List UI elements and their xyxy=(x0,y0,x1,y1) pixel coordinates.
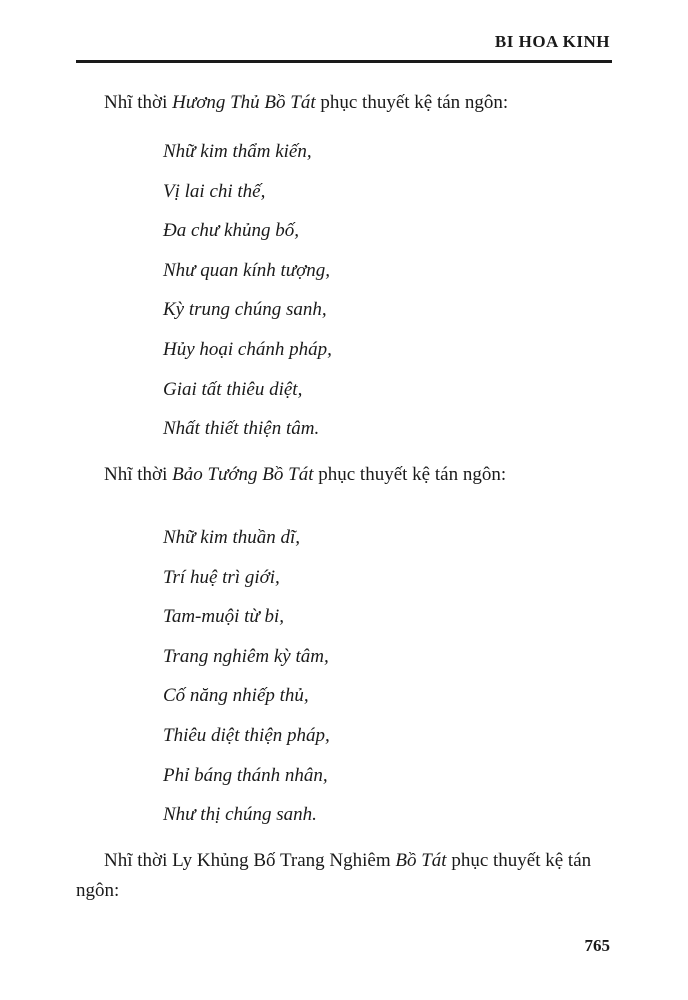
running-title: BI HOA KINH xyxy=(494,32,610,51)
verse-1 xyxy=(163,132,332,449)
verse-line: Nhữ kim thuần dĩ, xyxy=(163,527,301,548)
verse-2 xyxy=(163,518,330,835)
paragraph-2-bodhisattva-name: Bảo Tướng Bồ Tát xyxy=(172,464,314,485)
paragraph-3-text-after: phục thuyết kệ tán ngôn: xyxy=(76,850,592,901)
verse-line: Hủy hoại chánh pháp, xyxy=(163,338,332,360)
verse-line: Giai tất thiêu diệt, xyxy=(163,378,303,400)
verse-line: Cố năng nhiếp thủ, xyxy=(163,685,309,707)
paragraph-3 xyxy=(76,846,614,906)
verse-line: Tam-muội từ bi, xyxy=(163,606,285,628)
paragraph-3-text-before: Nhĩ thời Ly Khủng Bố Trang Nghiêm xyxy=(104,850,396,871)
verse-line: Vị lai chi thế, xyxy=(163,180,266,202)
verse-line: Nhữ kim thẩm kiến, xyxy=(163,141,312,162)
verse-line: Thiêu diệt thiện pháp, xyxy=(163,724,330,746)
verse-line: Như thị chúng sanh. xyxy=(163,804,317,826)
verse-line: Kỳ trung chúng sanh, xyxy=(163,299,327,321)
verse-line: Phỉ báng thánh nhân, xyxy=(163,764,328,786)
verse-line: Trí huệ trì giới, xyxy=(163,566,280,588)
header-rule xyxy=(76,60,612,63)
paragraph-1 xyxy=(76,88,614,118)
paragraph-2-text-before: Nhĩ thời xyxy=(104,464,173,485)
paragraph-1-text-after: phục thuyết kệ tán ngôn: xyxy=(315,92,509,113)
paragraph-1-bodhisattva-name: Hương Thủ Bồ Tát xyxy=(172,92,316,113)
paragraph-1-text-before: Nhĩ thời xyxy=(104,92,173,113)
verse-line: Đa chư khủng bố, xyxy=(163,220,299,242)
paragraph-2-text-after: phục thuyết kệ tán ngôn: xyxy=(313,464,507,485)
verse-line: Nhất thiết thiện tâm. xyxy=(163,418,320,440)
page-number: 765 xyxy=(584,936,610,955)
paragraph-3-bodhisattva-name: Bồ Tát xyxy=(395,850,447,871)
verse-line: Như quan kính tượng, xyxy=(163,259,331,281)
paragraph-2 xyxy=(76,460,614,490)
verse-line: Trang nghiêm kỳ tâm, xyxy=(163,645,329,667)
